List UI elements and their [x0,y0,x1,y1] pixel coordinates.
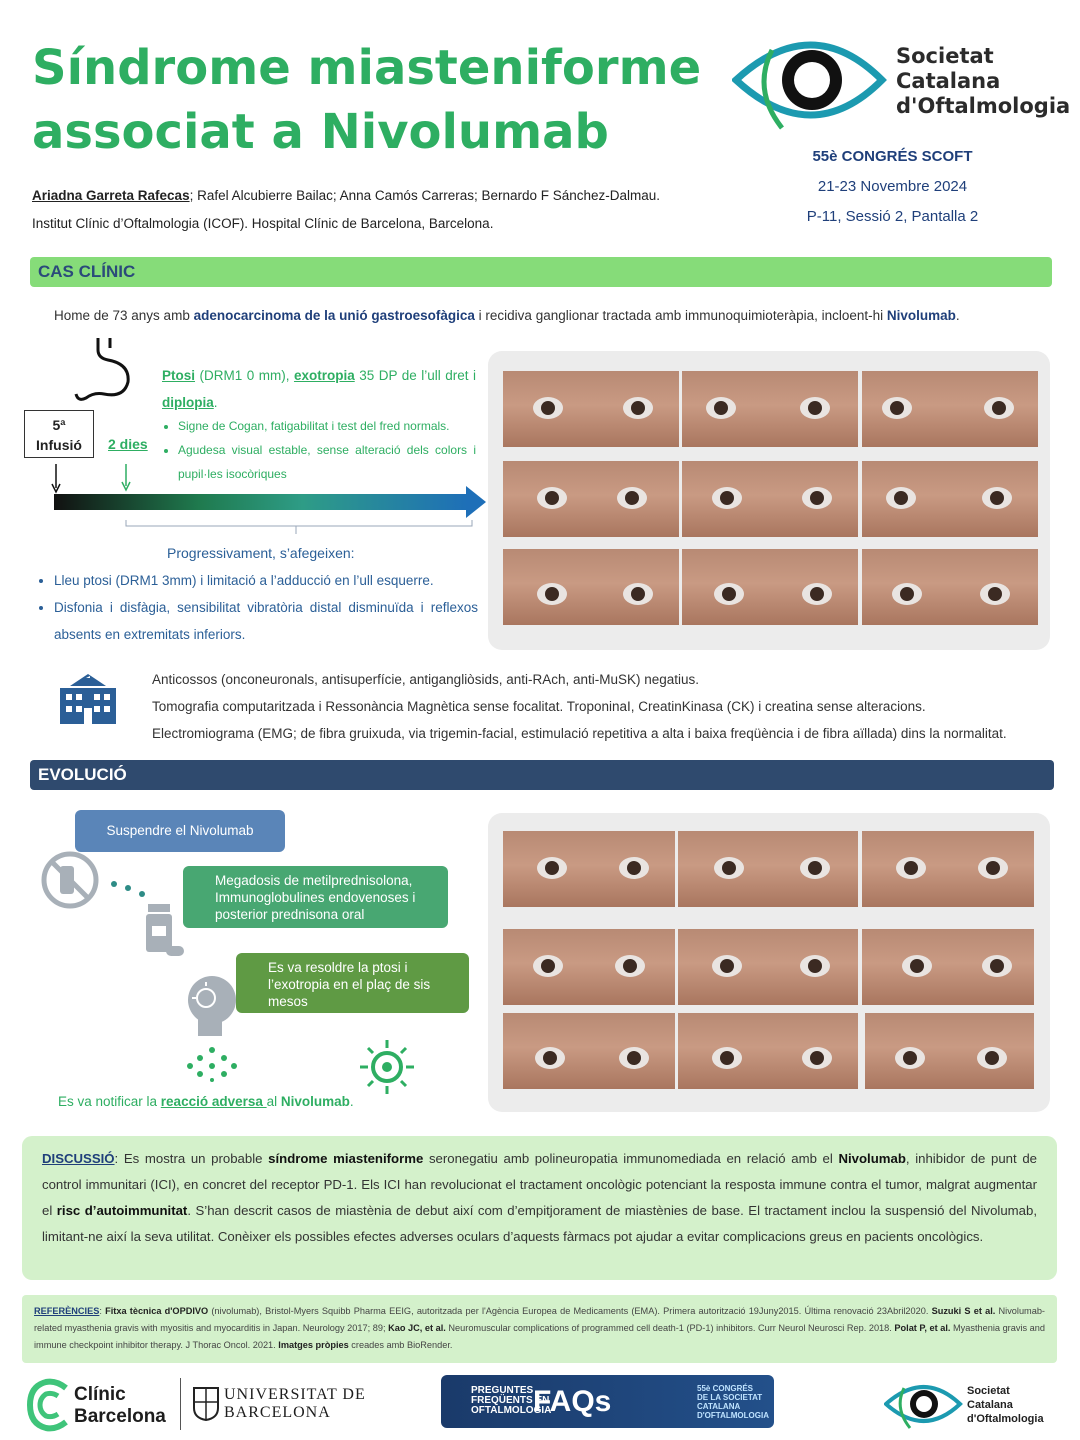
notif-drug: Nivolumab [280,1094,350,1109]
step-suspend: Suspendre el Nivolumab [75,810,285,852]
ptosi: Ptosi [162,368,196,383]
head-idea-icon [180,970,240,1040]
ref-text: Nivolumab-related myasthenia gravis with myositis and myocarditis in Japan. Neurology 2017; 89; [34,1306,1045,1333]
discussion-label: DISCUSSIÓ [42,1151,115,1166]
congress-dates: 21-23 Novembre 2024 [817,178,968,195]
test-line: Tomografia computaritzada i Ressonància Magnètica sense focalitat. TroponinaI, CreatinKinasa (CK) i creatina sense alteracions. [152,699,926,714]
eye-photo [678,831,858,907]
ref-bold: Polat P, et al. [894,1323,951,1333]
adverse-notification [58,1094,354,1109]
ref-text: Neuromuscular complications of programmed cell death-1 (PD-1) inhibitors. Curr Neurol Neurosci Rep. 2018. [445,1323,895,1333]
clinic-line-1: Clínic [74,1384,126,1405]
authors [32,188,660,203]
symptom-bullet: • Signe de Cogan, fatigabilitat i test del fred normals. [178,414,476,438]
test-line: Anticossos (onconeuronals, antisuperfície, antigangliòsids, anti-RAch, anti-MuSK) negatius. [152,672,700,687]
faq-c4: D'OFTALMOLOGIA [697,1411,769,1420]
notif-adverse: reacció adversa [160,1094,267,1109]
discussion-text: . S’han descrit casos de miastènia de debut així com d’empitjorament de miastènies de base. El tractament inclou la suspensió del Nivolumab, limitant-ne així la seva utilitat. Conèixer els possibles efectes adverses oculars d’aquests fàrmacs pot ajudar a evitar complicacions greus en pacients oncològics. [42,1203,1037,1244]
faq-line-3: OFTALMOLOGIA [471,1405,552,1416]
ub-shield-icon [192,1386,220,1422]
eye-photos-after [488,813,1050,1112]
faqs-banner [441,1375,774,1428]
poster-title [32,36,712,164]
clinic-logo-icon [26,1378,72,1432]
diplopia: diplopia [162,395,214,410]
step-resolution: Es va resoldre la ptosi i l’exotropia en el plaç de sis mesos [236,953,469,1013]
eye-photo [862,929,1034,1005]
congress-session: P-11, Sessió 2, Pantalla 2 [806,208,979,225]
notif-e: . [349,1094,354,1109]
footer-logo-text [967,1384,1044,1426]
exotropia: exotropia [293,368,355,383]
timeline-bracket-icon [124,518,474,538]
ref-bold: Kao JC, et al. [388,1323,446,1333]
other-authors: ; Rafel Alcubierre Bailac; Anna Camós Carreras; Bernardo F Sánchez-Dalmau. [189,188,661,203]
ref-text: creades amb BioRender. [348,1340,453,1350]
section-cas-clinic: CAS CLÍNIC [30,257,1052,287]
eye-photo [682,461,858,537]
step-treatment: Megadosis de metilprednisolona, Immunoglobulines endovenoses i posterior prednisona oral [183,866,448,928]
discussion-highlight: síndrome miasteniforme [268,1151,424,1166]
eye-photo [678,929,858,1005]
infusion-label: Infusió [36,437,82,453]
logo-line-1: Societat [896,44,994,68]
ref-text: Myasthenia gravis and immune checkpoint inhibitor therapy. J Thorac Oncol. 2021. [34,1323,1045,1350]
eye-photo [503,461,679,537]
footer-logo-line-3: d'Oftalmologia [967,1413,1044,1425]
eye-photo [865,1013,1034,1089]
clinic-line-2: Barcelona [74,1406,166,1427]
faq-congress-text [697,1384,769,1420]
discussion-text: : Es mostra un probable [114,1151,269,1166]
intro-drug: Nivolumab [886,308,956,323]
discussion-text: , inhibidor de punt de control immunitari (ICI), en concret del receptor PD-1. Els ICI han revolucionat el tractament oncològic potenciant la resposta immune contra el tumor, malgrat augmentar el [42,1151,1037,1218]
hospital-icon [56,672,120,726]
eye-photo [862,461,1038,537]
eye-photo [862,831,1034,907]
faq-c1: 55è CONGRÉS [697,1384,754,1393]
footer-logo-line-2: Catalana [967,1399,1013,1411]
ub-line-1: UNIVERSITAT DE [224,1386,366,1403]
tests-results [152,666,1007,747]
notif-c: al [266,1094,281,1109]
faq-line-1: PREGUNTES [471,1385,534,1396]
intro-c: i recidiva ganglionar tractada amb immunoquimioteràpia, incloent-hi [474,308,887,323]
eye-photo [503,929,675,1005]
timeline-arrow-head-icon [466,486,486,518]
footer-divider [180,1378,181,1430]
gear-bulb-icon [358,1038,416,1096]
progressive-bullet: • Lleu ptosi (DRM1 3mm) i limitació a l’adducció en l’ull esquerre. [54,567,478,594]
ub-logo-text [224,1386,366,1422]
eye-photo [503,371,679,447]
scoft-footer-logo-icon [884,1378,964,1430]
main-author: Ariadna Garreta Rafecas [32,188,190,203]
intro-a: Home de 73 anys amb [54,308,194,323]
eye-photo [678,1013,858,1089]
exotropia-detail: 35 DP de l’ull dret i [354,368,476,383]
logo-line-2: Catalana [896,69,1001,93]
main-symptoms: Ptosi (DRM1 0 mm), exotropia 35 DP de l’ull dret i diplopia. [162,368,476,410]
progressive-heading: Progressivament, s’afegeixen: [167,545,355,561]
eye-photo [862,549,1038,625]
ref-text: (nivolumab), Bristol-Myers Squibb Pharma EEIG, autoritzada per l'Agència Europea de Medicaments (EMA). Primera autorització 19Juny2015. Última renovació 23Abril2020. [208,1306,932,1316]
eye-photo [682,371,858,447]
congress-info [760,142,1025,232]
ref-bold: Fitxa tècnica d'OPDIVO [105,1306,209,1316]
ref-bold: Suzuki S et al. [931,1306,996,1316]
progressive-bullet: • Disfonia i disfàgia, sensibilitat vibratòria distal disminuïda i reflexos absents en extremitats inferiors. [54,594,478,648]
congress-name: 55è CONGRÉS SCOFT [812,148,973,165]
section-evolucio: EVOLUCIÓ [30,760,1054,790]
ref-bold: Imatges pròpies [278,1340,349,1350]
intro-e: . [955,308,960,323]
ub-line-2: BARCELONA [224,1404,331,1421]
faq-big-text: FAQs [533,1385,612,1418]
intro-diagnosis: adenocarcinoma de la unió gastroesofàgica [193,308,475,323]
eye-photos-before [488,351,1050,650]
references-label: REFERÈNCIES [34,1306,100,1316]
discussion [22,1136,1057,1280]
ptosi-detail: (DRM1 0 mm), [195,368,294,383]
days-label: 2 dies [108,436,148,452]
faq-c2: DE LA SOCIETAT [697,1393,763,1402]
pill-bottle-icon [142,900,188,960]
symptom-bullet: • Agudesa visual estable, sense alteració dels colors i pupil·les isocòriques [178,438,476,486]
timeline-down-arrows-icon [48,464,138,494]
faq-line-2: FREQÜENTS EN [471,1395,550,1406]
institute: Institut Clínic d’Oftalmologia (ICOF). Hospital Clínic de Barcelona, Barcelona. [32,216,494,231]
ref-text: : [99,1306,106,1316]
case-intro [54,308,960,323]
eye-photo [682,549,858,625]
faq-c3: CATALANA [697,1402,741,1411]
footer-logo-line-1: Societat [967,1385,1010,1397]
discussion-text: seronegatiu amb polineuropatia immunomediada en relació amb el [423,1151,839,1166]
infusion-number: 5ª [52,417,66,433]
eye-photo [503,1013,675,1089]
eye-photo [862,371,1038,447]
test-line: Electromiograma (EMG; de fibra gruixuda, via trigemin-facial, estimulació repetitiva a alta i baixa freqüència i de fibra aïllada) dins la normalitat. [152,726,1007,741]
timeline-arrow [54,494,468,510]
dots-cluster-icon [186,1046,240,1082]
discussion-highlight: Nivolumab [838,1151,906,1166]
references [22,1295,1057,1363]
no-drug-icon [40,850,100,910]
logo-text [896,44,1070,119]
notif-a: Es va notificar la [58,1094,161,1109]
title-line-1: Síndrome miasteniforme [32,40,702,96]
symptom-bullets [162,414,476,486]
title-line-2: associat a Nivolumab [32,104,609,160]
discussion-highlight: risc d’autoimmunitat [56,1203,188,1218]
stomach-icon [72,336,142,402]
logo-line-3: d'Oftalmologia [896,94,1071,118]
clinic-logo-text [74,1384,166,1428]
eye-photo [503,549,679,625]
infusion-box [24,410,94,458]
progressive-bullets [38,567,478,648]
eye-photo [503,831,675,907]
